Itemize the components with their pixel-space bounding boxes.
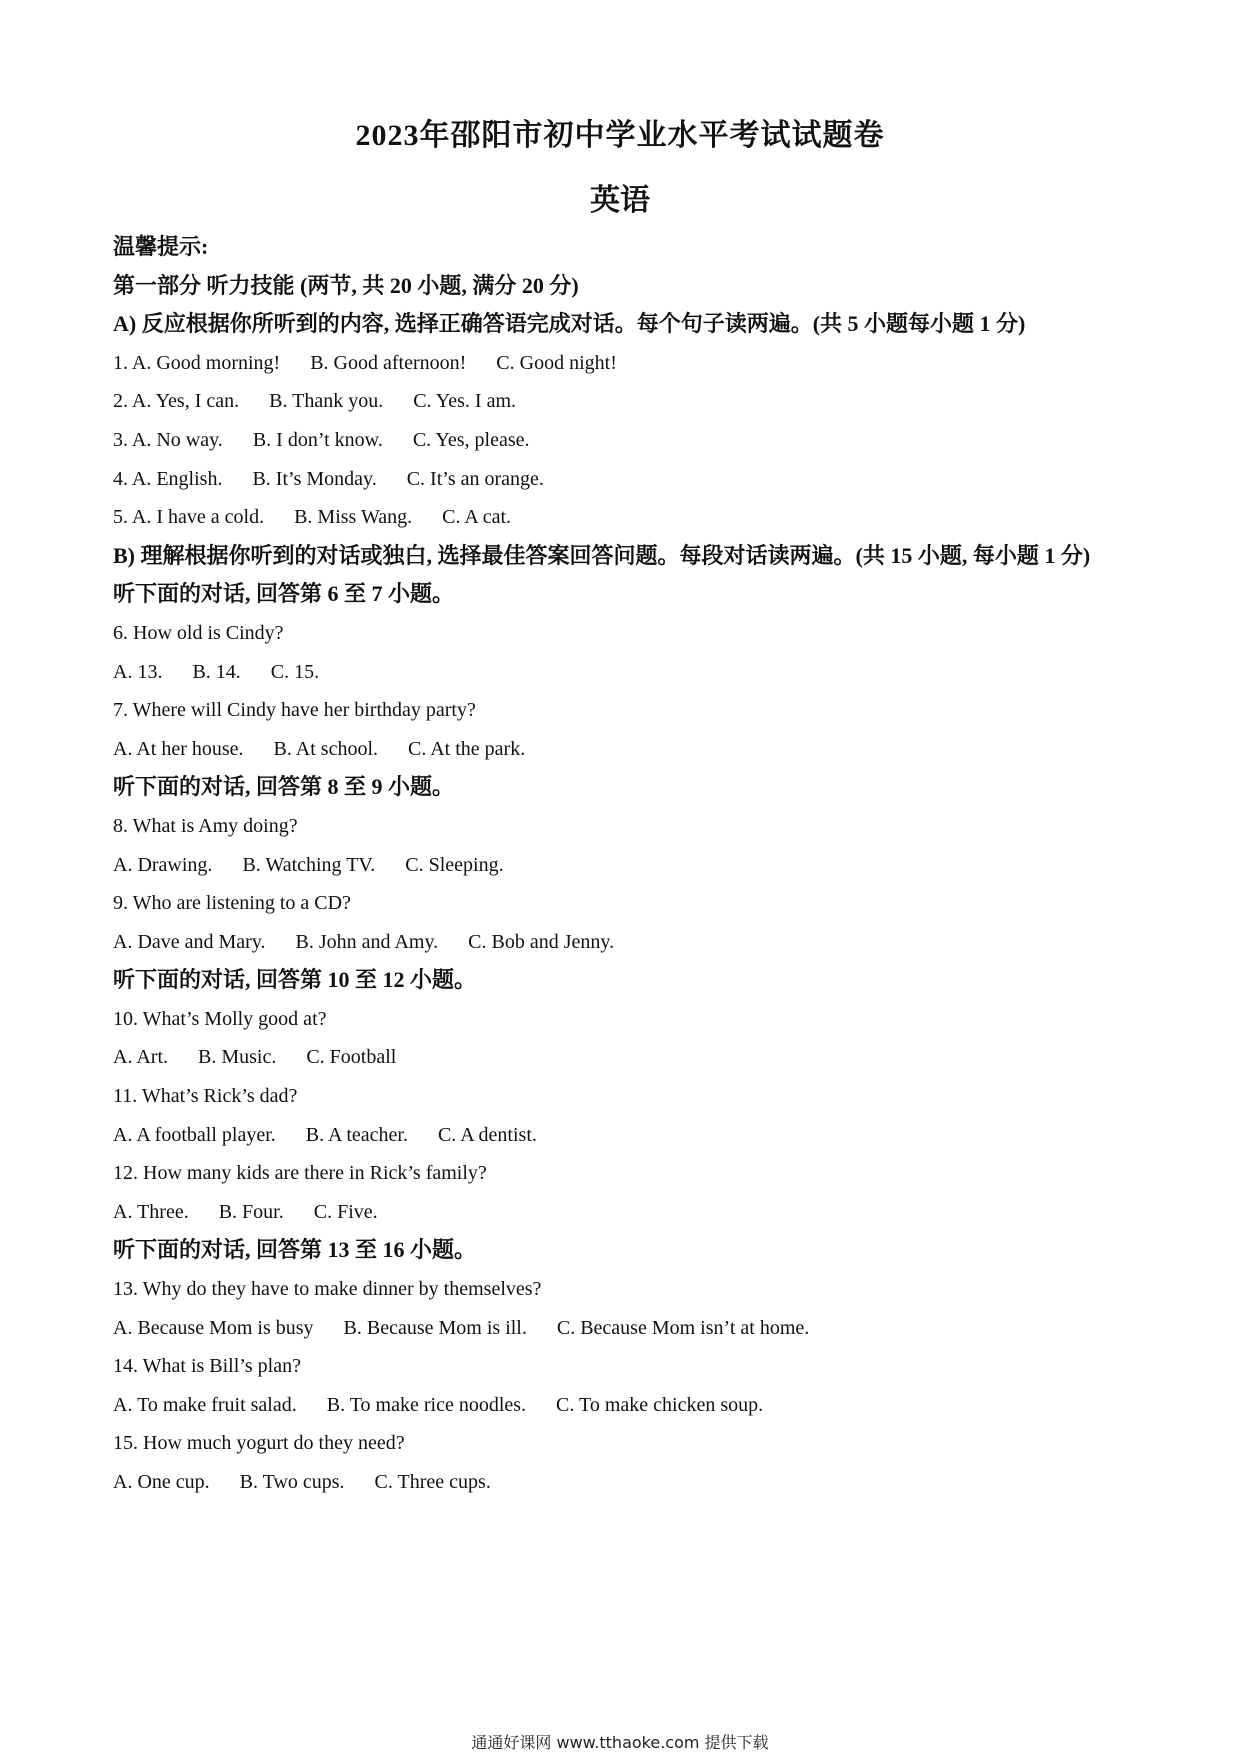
answer-option: C. Football	[306, 1046, 397, 1069]
answer-option: C. Because Mom isn’t at home.	[556, 1316, 810, 1339]
exam-title: 2023年邵阳市初中学业水平考试试题卷	[355, 119, 885, 152]
options-row	[113, 1463, 1133, 1502]
question-row	[113, 382, 1133, 421]
question-text: 7. Where will Cindy have her birthday party?	[113, 699, 476, 722]
footer-source: 通通好课网 www.tthaoke.com 提供下载	[471, 1733, 769, 1752]
answer-option: C. A cat.	[442, 506, 512, 529]
options-row	[113, 730, 1133, 769]
question-text: 13. Why do they have to make dinner by themselves?	[113, 1278, 542, 1301]
question-row	[113, 421, 1133, 460]
question-text: 12. How many kids are there in Rick’s family?	[113, 1162, 487, 1185]
group-heading: 听下面的对话, 回答第 6 至 7 小题。	[113, 581, 455, 607]
tip-heading: 温馨提示:	[113, 234, 209, 259]
section-a-questions	[113, 344, 1133, 537]
options-row	[113, 653, 1133, 692]
answer-option: B. Miss Wang.	[294, 506, 413, 529]
answer-option: B. Good afternoon!	[310, 351, 467, 374]
question-text: 10. What’s Molly good at?	[113, 1007, 327, 1030]
options-row	[113, 1309, 1133, 1348]
options-row	[113, 1116, 1133, 1155]
answer-option: A. Dave and Mary.	[113, 930, 266, 953]
answer-option: B. It’s Monday.	[252, 467, 377, 490]
answer-option: B. Two cups.	[239, 1471, 345, 1493]
options-row	[113, 1038, 1133, 1077]
answer-option: C. Good night!	[496, 351, 617, 374]
question-row	[113, 460, 1133, 499]
question-text: 11. What’s Rick’s dad?	[113, 1085, 298, 1108]
answer-option: C. It’s an orange.	[406, 467, 544, 490]
answer-option: B. At school.	[273, 737, 378, 760]
options-row	[113, 1193, 1133, 1232]
question-text: 9. Who are listening to a CD?	[113, 892, 351, 915]
answer-option: C. To make chicken soup.	[556, 1393, 764, 1416]
answer-option: B. To make rice noodles.	[326, 1393, 527, 1416]
answer-option: C. At the park.	[408, 737, 526, 760]
answer-option: A. One cup.	[113, 1471, 210, 1493]
answer-option: B. A teacher.	[305, 1123, 408, 1146]
options-row	[113, 1386, 1133, 1425]
answer-option: 4. A. English.	[113, 467, 223, 490]
question-text: 6. How old is Cindy?	[113, 621, 284, 644]
answer-option: C. Yes. I am.	[413, 390, 516, 413]
section-b-heading: B) 理解根据你听到的对话或独白, 选择最佳答案回答问题。每段对话读两遍。(共 15 小题, 每小题 1 分)	[113, 542, 1091, 568]
answer-option: A. To make fruit salad.	[113, 1393, 297, 1416]
question-row	[113, 498, 1133, 537]
options-row	[113, 846, 1133, 885]
answer-option: B. I don’t know.	[252, 428, 383, 451]
options-row	[113, 923, 1133, 962]
group-heading: 听下面的对话, 回答第 10 至 12 小题。	[113, 967, 477, 993]
question-text: 14. What is Bill’s plan?	[113, 1355, 301, 1378]
answer-option: C. Five.	[313, 1200, 378, 1223]
answer-option: A. Three.	[113, 1200, 189, 1223]
exam-subject: 英语	[590, 184, 650, 217]
answer-option: A. A football player.	[113, 1123, 276, 1146]
section-a-heading: A) 反应根据你所听到的内容, 选择正确答语完成对话。每个句子读两遍。(共 5 小题每小题 1 分)	[113, 311, 1026, 337]
answer-option: A. 13.	[113, 660, 163, 683]
answer-option: 1. A. Good morning!	[113, 351, 281, 374]
answer-option: C. Three cups.	[374, 1471, 491, 1493]
exam-content	[113, 228, 1133, 1502]
answer-option: A. At her house.	[113, 737, 244, 760]
answer-option: C. A dentist.	[437, 1123, 537, 1146]
group-heading: 听下面的对话, 回答第 8 至 9 小题。	[113, 774, 455, 800]
answer-option: 2. A. Yes, I can.	[113, 390, 240, 413]
part1-heading: 第一部分 听力技能 (两节, 共 20 小题, 满分 20 分)	[113, 272, 579, 298]
answer-option: C. Bob and Jenny.	[468, 930, 615, 953]
answer-option: 3. A. No way.	[113, 428, 223, 451]
question-text: 8. What is Amy doing?	[113, 814, 298, 837]
answer-option: B. Four.	[218, 1200, 284, 1223]
answer-option: B. Watching TV.	[242, 853, 376, 876]
answer-option: B. Music.	[198, 1046, 277, 1069]
question-text: 15. How much yogurt do they need?	[113, 1432, 405, 1455]
answer-option: B. Because Mom is ill.	[343, 1316, 527, 1339]
group-heading: 听下面的对话, 回答第 13 至 16 小题。	[113, 1237, 477, 1263]
answer-option: C. 15.	[270, 660, 320, 683]
answer-option: A. Because Mom is busy	[113, 1316, 314, 1339]
answer-option: A. Art.	[113, 1046, 168, 1069]
answer-option: C. Yes, please.	[412, 428, 530, 451]
section-b-groups	[113, 575, 1133, 1501]
answer-option: B. John and Amy.	[295, 930, 439, 953]
answer-option: 5. A. I have a cold.	[113, 506, 265, 529]
answer-option: B. 14.	[192, 660, 241, 683]
question-row	[113, 344, 1133, 383]
answer-option: A. Drawing.	[113, 853, 213, 876]
answer-option: C. Sleeping.	[405, 853, 504, 876]
answer-option: B. Thank you.	[269, 390, 384, 413]
